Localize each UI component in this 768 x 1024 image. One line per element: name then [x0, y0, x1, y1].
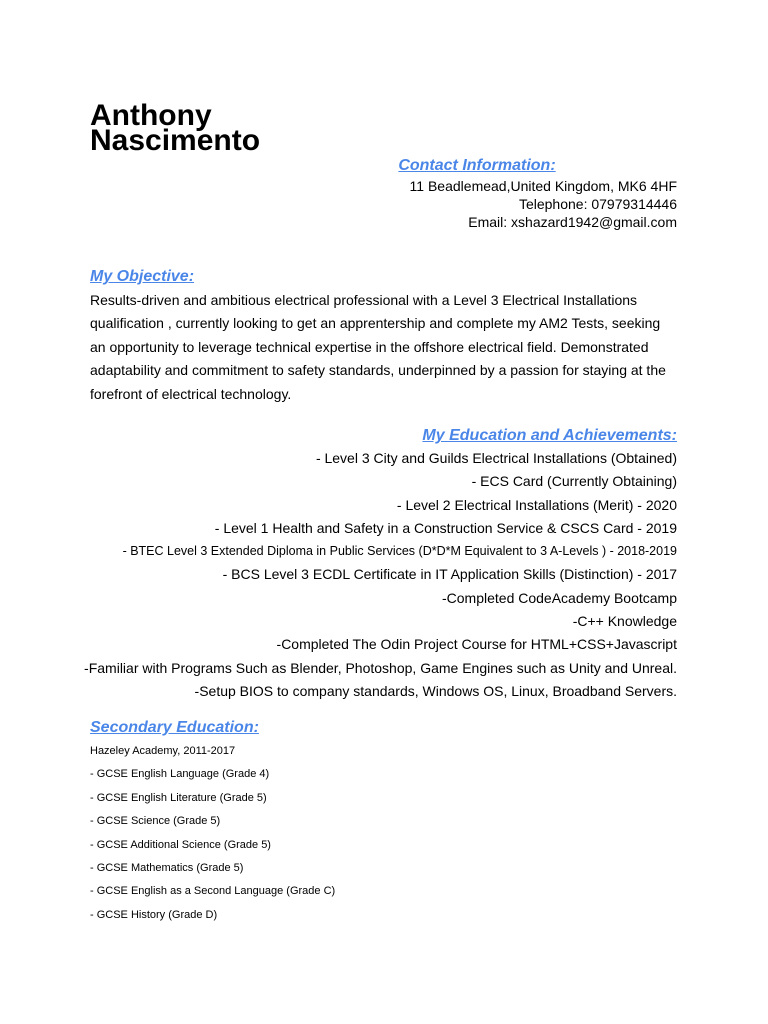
education-list	[37, 447, 677, 703]
gcse-item: - GCSE Mathematics (Grade 5)	[90, 862, 244, 875]
gcse-item: - GCSE Science (Grade 5)	[90, 815, 221, 828]
candidate-name	[90, 99, 261, 157]
education-item: - ECS Card (Currently Obtaining)	[471, 473, 677, 490]
gcse-item: - GCSE English Literature (Grade 5)	[90, 791, 267, 804]
education-item: - Level 2 Electrical Installations (Merit) - 2020	[396, 496, 677, 513]
education-heading: My Education and Achievements:	[422, 427, 677, 444]
contact-telephone: Telephone: 07979314446	[518, 196, 677, 212]
education-item: -Familiar with Programs Such as Blender, Photoshop, Game Engines such as Unity and Unreal.	[84, 659, 677, 676]
education-item: -C++ Knowledge	[572, 613, 677, 630]
gcse-item: - GCSE English as a Second Language (Grade C)	[90, 885, 336, 898]
education-section	[37, 425, 677, 703]
gcse-item: - GCSE Additional Science (Grade 5)	[90, 838, 271, 851]
objective-heading: My Objective:	[90, 268, 195, 285]
school-entry: Hazeley Academy, 2011-2017	[90, 745, 236, 757]
last-name: Nascimento	[90, 124, 261, 157]
contact-section	[277, 156, 677, 231]
first-name: Anthony	[90, 99, 212, 132]
secondary-education-heading: Secondary Education:	[90, 719, 259, 736]
education-item: -Setup BIOS to company standards, Windows OS, Linux, Broadband Servers.	[194, 682, 677, 699]
objective-section	[90, 266, 680, 406]
gcse-item: - GCSE History (Grade D)	[90, 908, 218, 921]
education-item: - Level 3 City and Guilds Electrical Installations (Obtained)	[315, 450, 677, 466]
education-item: -Completed CodeAcademy Bootcamp	[441, 589, 677, 606]
education-item: - BCS Level 3 ECDL Certificate in IT Application Skills (Distinction) - 2017	[222, 566, 677, 583]
education-item: -Completed The Odin Project Course for HTML+CSS+Javascript	[276, 636, 677, 653]
gcse-item: - GCSE English Language (Grade 4)	[90, 768, 270, 781]
contact-email: Email: xshazard1942@gmail.com	[468, 214, 677, 230]
contact-heading: Contact Information:	[398, 157, 556, 174]
secondary-education-section	[90, 718, 590, 927]
education-item: - BTEC Level 3 Extended Diploma in Public Services (D*D*M Equivalent to 3 A-Levels ) - 2018-2019	[122, 544, 677, 559]
objective-text: Results-driven and ambitious electrical professional with a Level 3 Electrical Installations qualification , currently looking to get an apprentership and complete my AM2 Tests, seeking an opportunity to leverage technical expertise in the offshore electrical field. Demonstrated adaptability and commitment to safety standards, underpinned by a passion for staying at the forefront of electrical technology.	[90, 292, 666, 402]
secondary-education-list	[90, 740, 590, 927]
education-item: - Level 1 Health and Safety in a Construction Service & CSCS Card - 2019	[214, 519, 677, 536]
contact-address: 11 Beadlemead,United Kingdom, MK6 4HF	[409, 178, 677, 194]
